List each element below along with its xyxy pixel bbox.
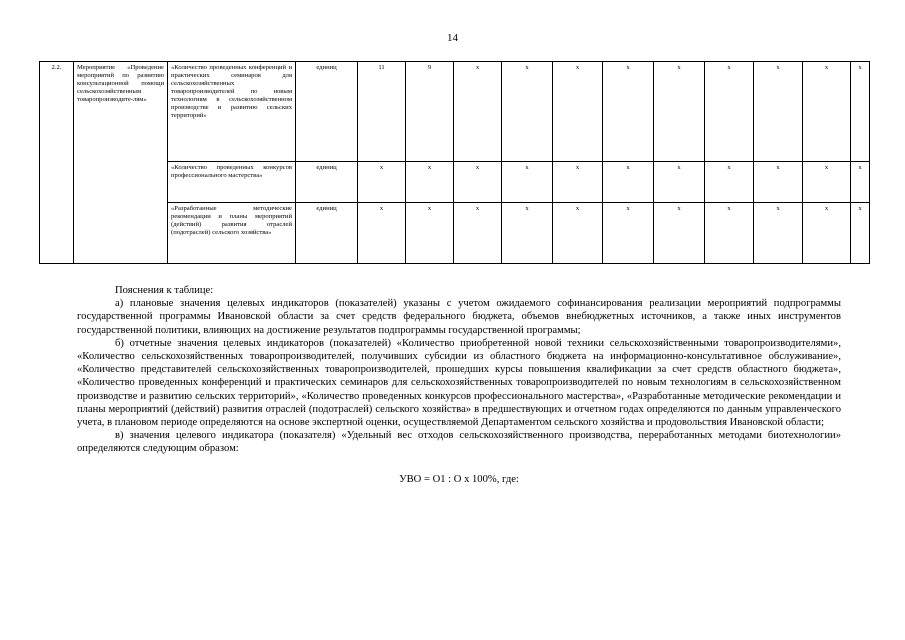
value-cell: x bbox=[803, 203, 851, 264]
event-name: Мероприятие «Проведение мероприятий по развитию консультационной помощи сельскохозяйственным товаропроизводите-лям» bbox=[74, 62, 168, 264]
value-cell: x bbox=[502, 162, 553, 203]
indicator-name: «Количество проведенных конкурсов профессионального мастерства» bbox=[168, 162, 296, 203]
value-cell: x bbox=[803, 162, 851, 203]
table-notes bbox=[77, 284, 841, 486]
value-cell: x bbox=[603, 162, 654, 203]
value-cell: x bbox=[358, 162, 406, 203]
value-cell: x bbox=[654, 62, 705, 162]
value-cell: 9 bbox=[406, 62, 454, 162]
note-item-b: б) отчетные значения целевых индикаторов (показателей) «Количество приобретенной новой техники сельскохозяйственными товаропроизводителями», «Количество сельскохозяйственных товаропроизводителей, получивших субсидии из областного бюджета на информационно-консультативное обслуживание», «Количество представителей сельскохозяйственных товаропроизводителей, прошедших курсы повышения квалификации за счет средств областного бюджета», «Количество проведенных конференций и практических семинаров для сельскохозяйственных товаропроизводителей по новым технологиям в сельскохозяйственном производстве и развитию сельских территорий», «Количество проведенных конкурсов профессионального мастерства», «Разработанные методические рекомендации и планы мероприятий (действий) развития отраслей (подотраслей) сельского хозяйства» в предшествующих и отчетном годах определяются по данным управленческого учета, в плановом периоде определяются на основе экспертной оценки, осуществляемой Департаментом сельского хозяйства и продовольствия Ивановской области; bbox=[77, 337, 841, 429]
value-cell: x bbox=[705, 203, 754, 264]
value-cell: x bbox=[654, 162, 705, 203]
value-cell: x bbox=[502, 203, 553, 264]
notes-title: Пояснения к таблице: bbox=[115, 285, 214, 296]
value-cell: x bbox=[705, 62, 754, 162]
value-cell: x bbox=[406, 162, 454, 203]
value-cell: x bbox=[603, 62, 654, 162]
value-cell: x bbox=[654, 203, 705, 264]
note-item-c: в) значения целевого индикатора (показателя) «Удельный вес отходов сельскохозяйственного производства, переработанных методами биотехнологии» определяются следующим образом: bbox=[77, 430, 841, 455]
value-cell: x bbox=[454, 203, 502, 264]
value-cell: x bbox=[851, 62, 870, 162]
value-cell: x bbox=[705, 162, 754, 203]
value-cell: x bbox=[502, 62, 553, 162]
indicators-table bbox=[39, 61, 870, 264]
page-number: 14 bbox=[447, 32, 458, 44]
indicator-name: «Разработанные методические рекомендации и планы мероприятий (действий) развития отраслей (подотраслей) сельского хозяйства» bbox=[168, 203, 296, 264]
indicator-name: «Количество проведенных конференций и практических семинаров для сельскохозяйственных товаропроизводителей по новым технологиям в сельскохозяйственном производстве и развитию сельских территорий» bbox=[168, 62, 296, 162]
formula: УВО = О1 : О х 100%, где: bbox=[399, 473, 519, 485]
value-cell: x bbox=[851, 203, 870, 264]
note-item-a: а) плановые значения целевых индикаторов (показателей) указаны с учетом ожидаемого софинансирования реализации мероприятий подпрограммы государственной программы Ивановской области за счет средств федерального бюджета, объемов внебюджетных источников, а также иных инструментов государственной политики, влияющих на достижение результатов подпрограммы государственной программы; bbox=[77, 298, 841, 336]
value-cell: x bbox=[553, 62, 603, 162]
value-cell: x bbox=[553, 162, 603, 203]
value-cell: x bbox=[803, 62, 851, 162]
value-cell: x bbox=[454, 162, 502, 203]
unit-cell: единиц bbox=[296, 162, 358, 203]
value-cell: x bbox=[454, 62, 502, 162]
value-cell: x bbox=[358, 203, 406, 264]
value-cell: x bbox=[754, 162, 803, 203]
value-cell: x bbox=[603, 203, 654, 264]
unit-cell: единиц bbox=[296, 203, 358, 264]
table-body bbox=[40, 62, 870, 264]
value-cell: 11 bbox=[358, 62, 406, 162]
value-cell: x bbox=[553, 203, 603, 264]
unit-cell: единиц bbox=[296, 62, 358, 162]
row-number: 2.2. bbox=[40, 62, 74, 264]
value-cell: x bbox=[754, 203, 803, 264]
value-cell: x bbox=[754, 62, 803, 162]
value-cell: x bbox=[406, 203, 454, 264]
table-row bbox=[40, 62, 870, 162]
value-cell: x bbox=[851, 162, 870, 203]
